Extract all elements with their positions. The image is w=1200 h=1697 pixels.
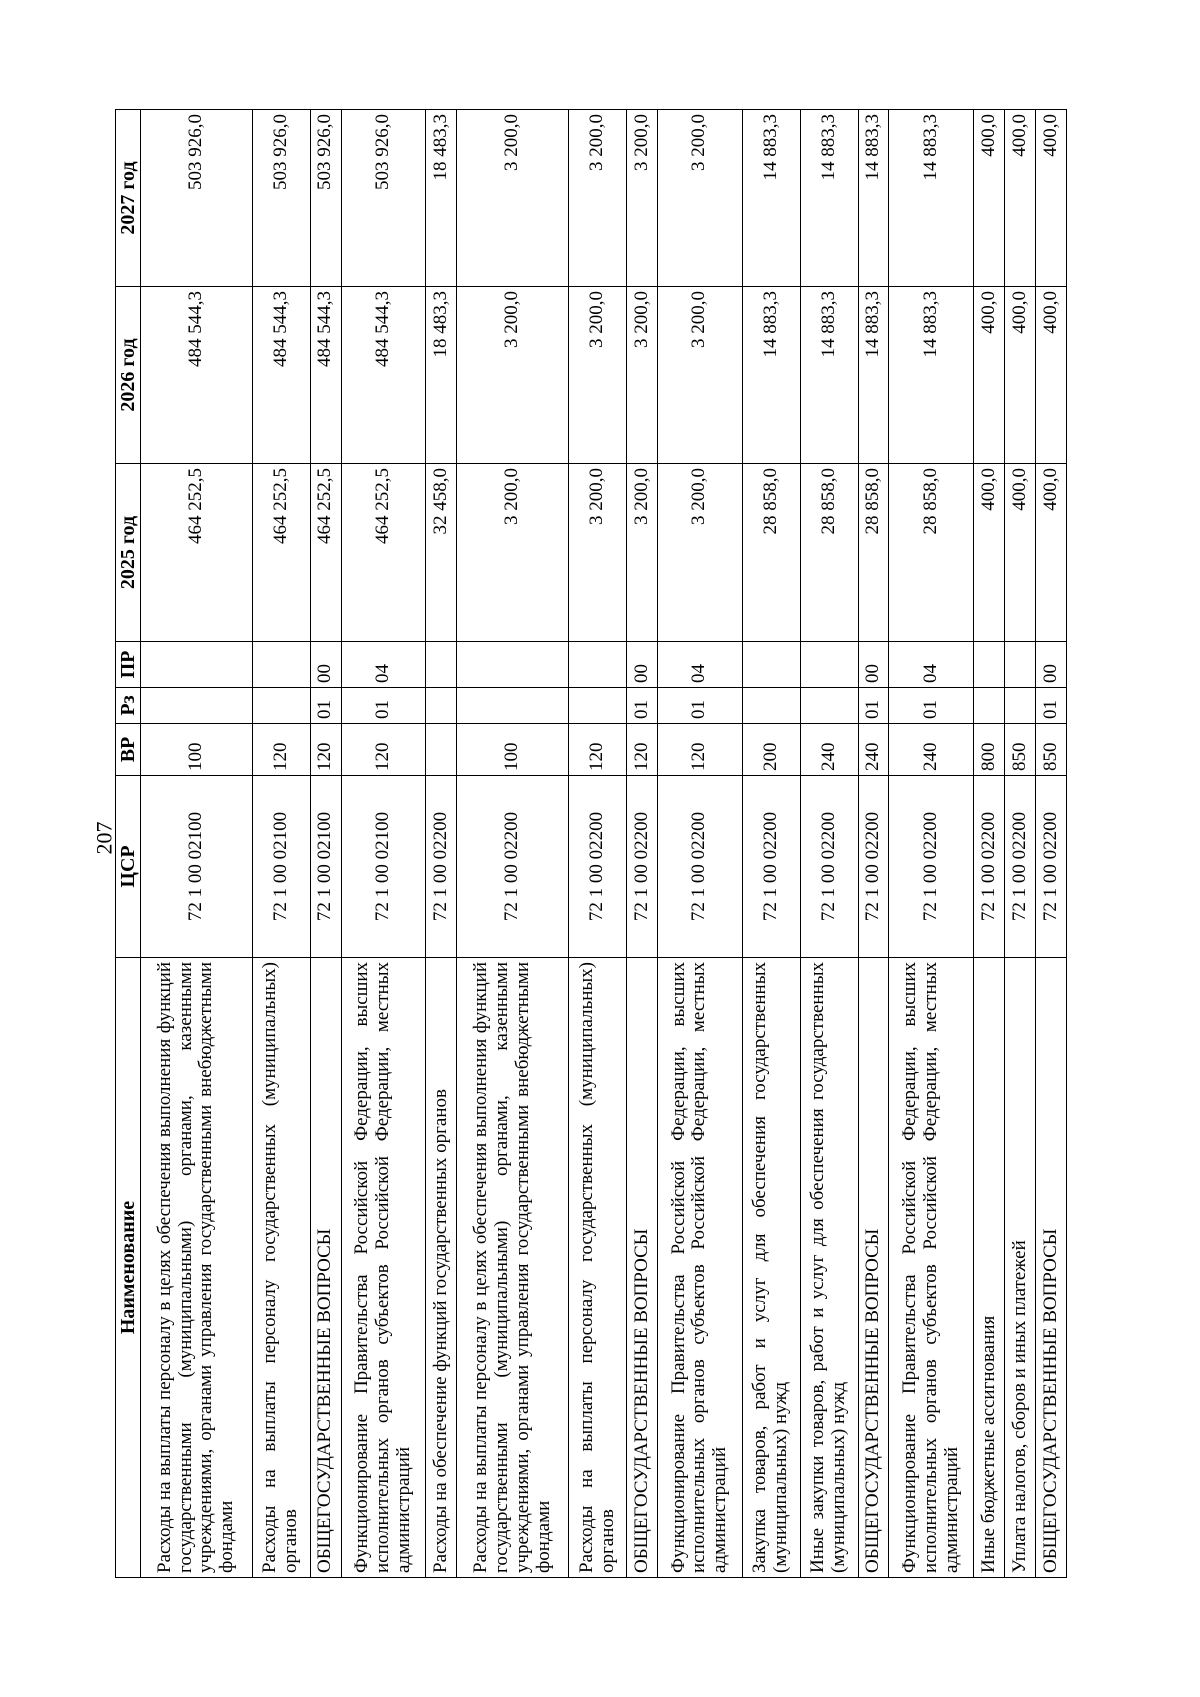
cell-2027: 18 483,3 <box>426 110 457 287</box>
table-header-row <box>116 110 141 1578</box>
cell-vr: 240 <box>889 724 974 776</box>
cell-pr: 00 <box>627 642 658 688</box>
cell-csr: 72 1 00 02100 <box>141 776 253 958</box>
cell-2025: 464 252,5 <box>252 464 310 642</box>
cell-name: Расходы на выплаты персоналу в целях обеспечения выполнения функций государственными (муниципальными) органами, казенными учреждениями, органами управления государственными внебюджетными фондами <box>141 958 253 1578</box>
cell-pr <box>457 642 569 688</box>
cell-name: Расходы на выплаты персоналу государственных (муниципальных) органов <box>569 958 627 1578</box>
cell-pr <box>569 642 627 688</box>
cell-pr: 04 <box>657 642 742 688</box>
cell-vr: 240 <box>858 724 889 776</box>
cell-csr: 72 1 00 02200 <box>627 776 658 958</box>
cell-csr: 72 1 00 02200 <box>889 776 974 958</box>
cell-rz: 01 <box>657 688 742 724</box>
table-row <box>627 110 658 1578</box>
cell-pr <box>252 642 310 688</box>
cell-vr: 850 <box>1036 724 1067 776</box>
cell-csr: 72 1 00 02200 <box>858 776 889 958</box>
cell-csr: 72 1 00 02200 <box>1005 776 1036 958</box>
header-name: Наименование <box>116 958 141 1578</box>
cell-pr <box>141 642 253 688</box>
budget-table <box>115 109 1067 1578</box>
cell-2025: 28 858,0 <box>858 464 889 642</box>
header-rz: Рз <box>116 688 141 724</box>
cell-csr: 72 1 00 02200 <box>569 776 627 958</box>
cell-csr: 72 1 00 02100 <box>252 776 310 958</box>
cell-csr: 72 1 00 02200 <box>742 776 800 958</box>
cell-rz: 01 <box>858 688 889 724</box>
cell-2027: 14 883,3 <box>742 110 800 287</box>
cell-2026: 400,0 <box>974 287 1005 464</box>
cell-2026: 484 544,3 <box>310 287 341 464</box>
cell-2027: 3 200,0 <box>627 110 658 287</box>
cell-name: Расходы на выплаты персоналу в целях обеспечения выполнения функций государственными (муниципальными) органами, казенными учреждениями, органами управления государственными внебюджетными фондами <box>457 958 569 1578</box>
cell-name: ОБЩЕГОСУДАРСТВЕННЫЕ ВОПРОСЫ <box>1036 958 1067 1578</box>
table-row <box>1036 110 1067 1578</box>
cell-pr: 00 <box>858 642 889 688</box>
cell-name: Уплата налогов, сборов и иных платежей <box>1005 958 1036 1578</box>
table-row <box>858 110 889 1578</box>
cell-2027: 400,0 <box>974 110 1005 287</box>
cell-2026: 484 544,3 <box>252 287 310 464</box>
cell-csr: 72 1 00 02200 <box>1036 776 1067 958</box>
rotated-page-content <box>115 110 1067 1578</box>
cell-2026: 3 200,0 <box>569 287 627 464</box>
cell-vr: 120 <box>252 724 310 776</box>
cell-2027: 3 200,0 <box>657 110 742 287</box>
cell-name: Иные закупки товаров, работ и услуг для обеспечения государственных (муниципальных) нужд <box>800 958 858 1578</box>
table-row <box>657 110 742 1578</box>
cell-2025: 3 200,0 <box>569 464 627 642</box>
cell-vr: 120 <box>569 724 627 776</box>
cell-rz: 01 <box>1036 688 1067 724</box>
cell-vr: 200 <box>742 724 800 776</box>
cell-2027: 503 926,0 <box>252 110 310 287</box>
table-row <box>252 110 310 1578</box>
cell-rz: 01 <box>341 688 426 724</box>
cell-pr <box>426 642 457 688</box>
cell-pr <box>742 642 800 688</box>
table-row <box>310 110 341 1578</box>
cell-name: ОБЩЕГОСУДАРСТВЕННЫЕ ВОПРОСЫ <box>627 958 658 1578</box>
cell-2026: 18 483,3 <box>426 287 457 464</box>
cell-csr: 72 1 00 02100 <box>310 776 341 958</box>
cell-rz: 01 <box>310 688 341 724</box>
table-row <box>141 110 253 1578</box>
cell-2026: 3 200,0 <box>627 287 658 464</box>
cell-2025: 3 200,0 <box>657 464 742 642</box>
cell-name: Функционирование Правительства Российской Федерации, высших исполнительных органов субъектов Российской Федерации, местных администраций <box>889 958 974 1578</box>
header-2025: 2025 год <box>116 464 141 642</box>
cell-pr <box>1005 642 1036 688</box>
cell-vr: 120 <box>657 724 742 776</box>
cell-vr: 800 <box>974 724 1005 776</box>
cell-2025: 464 252,5 <box>141 464 253 642</box>
cell-vr: 100 <box>141 724 253 776</box>
cell-name: Функционирование Правительства Российской Федерации, высших исполнительных органов субъектов Российской Федерации, местных администраций <box>341 958 426 1578</box>
cell-pr: 04 <box>889 642 974 688</box>
cell-2026: 14 883,3 <box>858 287 889 464</box>
table-row <box>457 110 569 1578</box>
cell-rz <box>742 688 800 724</box>
cell-2025: 3 200,0 <box>627 464 658 642</box>
cell-vr <box>426 724 457 776</box>
table-row <box>742 110 800 1578</box>
cell-rz <box>252 688 310 724</box>
cell-2026: 3 200,0 <box>657 287 742 464</box>
cell-name: ОБЩЕГОСУДАРСТВЕННЫЕ ВОПРОСЫ <box>310 958 341 1578</box>
cell-2025: 464 252,5 <box>310 464 341 642</box>
cell-pr: 00 <box>1036 642 1067 688</box>
cell-vr: 100 <box>457 724 569 776</box>
cell-name: Расходы на выплаты персоналу государственных (муниципальных) органов <box>252 958 310 1578</box>
cell-2025: 464 252,5 <box>341 464 426 642</box>
table-row <box>974 110 1005 1578</box>
cell-name: Закупка товаров, работ и услуг для обеспечения государственных (муниципальных) нужд <box>742 958 800 1578</box>
cell-name: Функционирование Правительства Российской Федерации, высших исполнительных органов субъектов Российской Федерации, местных администраций <box>657 958 742 1578</box>
cell-2027: 400,0 <box>1036 110 1067 287</box>
cell-pr <box>974 642 1005 688</box>
header-2026: 2026 год <box>116 287 141 464</box>
table-row <box>341 110 426 1578</box>
cell-2027: 3 200,0 <box>569 110 627 287</box>
cell-vr: 850 <box>1005 724 1036 776</box>
cell-name: ОБЩЕГОСУДАРСТВЕННЫЕ ВОПРОСЫ <box>858 958 889 1578</box>
cell-vr: 120 <box>310 724 341 776</box>
page-number: 207 <box>91 821 117 855</box>
cell-rz <box>569 688 627 724</box>
cell-2026: 400,0 <box>1005 287 1036 464</box>
table-row <box>1005 110 1036 1578</box>
table-row <box>569 110 627 1578</box>
cell-2027: 400,0 <box>1005 110 1036 287</box>
cell-2026: 484 544,3 <box>141 287 253 464</box>
table-row <box>889 110 974 1578</box>
cell-pr: 00 <box>310 642 341 688</box>
cell-2026: 14 883,3 <box>889 287 974 464</box>
cell-2027: 503 926,0 <box>341 110 426 287</box>
cell-csr: 72 1 00 02100 <box>341 776 426 958</box>
cell-2026: 484 544,3 <box>341 287 426 464</box>
cell-rz <box>1005 688 1036 724</box>
cell-2025: 3 200,0 <box>457 464 569 642</box>
cell-2025: 32 458,0 <box>426 464 457 642</box>
cell-pr: 04 <box>341 642 426 688</box>
cell-rz <box>426 688 457 724</box>
cell-2027: 503 926,0 <box>141 110 253 287</box>
cell-rz <box>800 688 858 724</box>
cell-2025: 400,0 <box>1036 464 1067 642</box>
header-pr: ПР <box>116 642 141 688</box>
cell-csr: 72 1 00 02200 <box>800 776 858 958</box>
cell-vr: 120 <box>627 724 658 776</box>
cell-csr: 72 1 00 02200 <box>657 776 742 958</box>
header-vr: ВР <box>116 724 141 776</box>
cell-rz <box>974 688 1005 724</box>
table-row <box>800 110 858 1578</box>
cell-rz: 01 <box>627 688 658 724</box>
cell-2026: 3 200,0 <box>457 287 569 464</box>
cell-rz <box>141 688 253 724</box>
cell-2025: 28 858,0 <box>889 464 974 642</box>
cell-2027: 14 883,3 <box>858 110 889 287</box>
cell-vr: 120 <box>341 724 426 776</box>
cell-csr: 72 1 00 02200 <box>457 776 569 958</box>
cell-vr: 240 <box>800 724 858 776</box>
table-body <box>141 110 1067 1578</box>
cell-pr <box>800 642 858 688</box>
header-csr: ЦСР <box>116 776 141 958</box>
cell-2027: 14 883,3 <box>889 110 974 287</box>
header-2027: 2027 год <box>116 110 141 287</box>
cell-2026: 400,0 <box>1036 287 1067 464</box>
cell-2027: 3 200,0 <box>457 110 569 287</box>
cell-2025: 28 858,0 <box>742 464 800 642</box>
table-row <box>426 110 457 1578</box>
cell-2027: 503 926,0 <box>310 110 341 287</box>
cell-2025: 400,0 <box>1005 464 1036 642</box>
cell-name: Расходы на обеспечение функций государственных органов <box>426 958 457 1578</box>
cell-csr: 72 1 00 02200 <box>426 776 457 958</box>
cell-2025: 400,0 <box>974 464 1005 642</box>
cell-2026: 14 883,3 <box>800 287 858 464</box>
cell-name: Иные бюджетные ассигнования <box>974 958 1005 1578</box>
cell-rz: 01 <box>889 688 974 724</box>
cell-csr: 72 1 00 02200 <box>974 776 1005 958</box>
cell-2027: 14 883,3 <box>800 110 858 287</box>
cell-2026: 14 883,3 <box>742 287 800 464</box>
cell-rz <box>457 688 569 724</box>
cell-2025: 28 858,0 <box>800 464 858 642</box>
